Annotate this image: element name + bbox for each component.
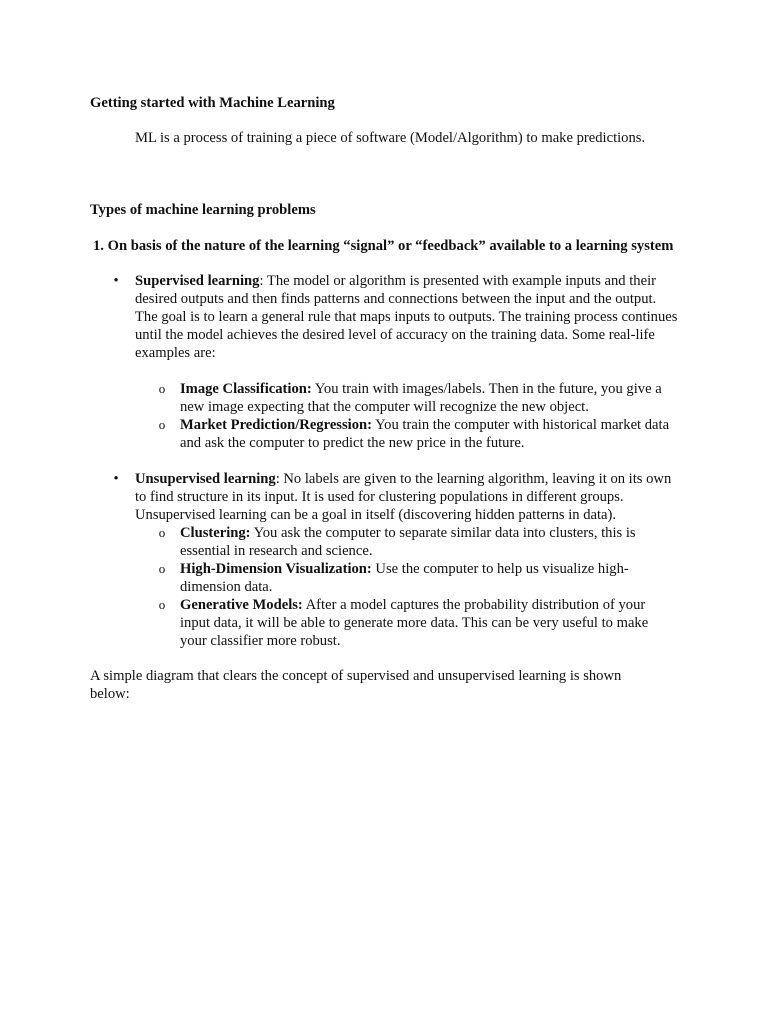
example-term: Clustering:: [180, 525, 251, 541]
sub-bullet-marker: o: [158, 417, 166, 432]
example-high-dimension-visualization: [180, 560, 655, 596]
example-body: You ask the computer to separate similar data into clusters, this is essential in research and science.: [180, 525, 636, 559]
supervised-term: Supervised learning: [135, 273, 260, 289]
supervised-body: : The model or algorithm is presented with example inputs and their desired outputs and then finds patterns and connections between the input and the output. The goal is to learn a general rule that maps inputs to outputs. The training process continues until the model achieves the desired level of accuracy on the training data. Some real-life examples are:: [135, 273, 678, 361]
example-term: High-Dimension Visualization:: [180, 561, 372, 577]
subsection-heading: [90, 237, 680, 255]
example-body: You train the computer with historical market data and ask the computer to predict the new price in the future.: [180, 417, 670, 451]
sub-bullet-marker: o: [158, 381, 166, 396]
example-term: Generative Models:: [180, 597, 303, 613]
closing-paragraph: A simple diagram that clears the concept of supervised and unsupervised learning is shown below:: [90, 668, 622, 702]
document-title: Getting started with Machine Learning: [90, 95, 335, 111]
example-image-classification: [180, 380, 675, 416]
subsection-number: 1.: [93, 238, 104, 254]
example-body: After a model captures the probability distribution of your input data, it will be able to generate more data. This can be very useful to make your classifier more robust.: [180, 597, 649, 649]
sub-bullet-marker: o: [158, 561, 166, 576]
unsupervised-term: Unsupervised learning: [135, 471, 276, 487]
example-term: Image Classification:: [180, 381, 312, 397]
example-market-prediction: [180, 416, 675, 452]
supervised-learning-item: [135, 272, 680, 362]
bullet-marker: •: [113, 471, 119, 487]
unsupervised-learning-item: [135, 470, 680, 524]
bullet-marker: •: [113, 273, 119, 289]
sub-bullet-marker: o: [158, 597, 166, 612]
intro-paragraph: ML is a process of training a piece of software (Model/Algorithm) to make predictions.: [135, 130, 646, 146]
section-heading: Types of machine learning problems: [90, 202, 316, 218]
example-generative-models: [180, 596, 675, 650]
sub-bullet-marker: o: [158, 525, 166, 540]
example-clustering: [180, 524, 675, 560]
example-body: Use the computer to help us visualize high-dimension data.: [180, 561, 629, 595]
example-term: Market Prediction/Regression:: [180, 417, 372, 433]
example-body: You train with images/labels. Then in the future, you give a new image expecting that the computer will recognize the new object.: [180, 381, 662, 415]
subsection-title: On basis of the nature of the learning “signal” or “feedback” available to a learning system: [107, 238, 674, 254]
unsupervised-body: : No labels are given to the learning algorithm, leaving it on its own to find structure in its input. It is used for clustering populations in different groups. Unsupervised learning can be a goal in itself (discovering hidden patterns in data).: [135, 471, 672, 523]
